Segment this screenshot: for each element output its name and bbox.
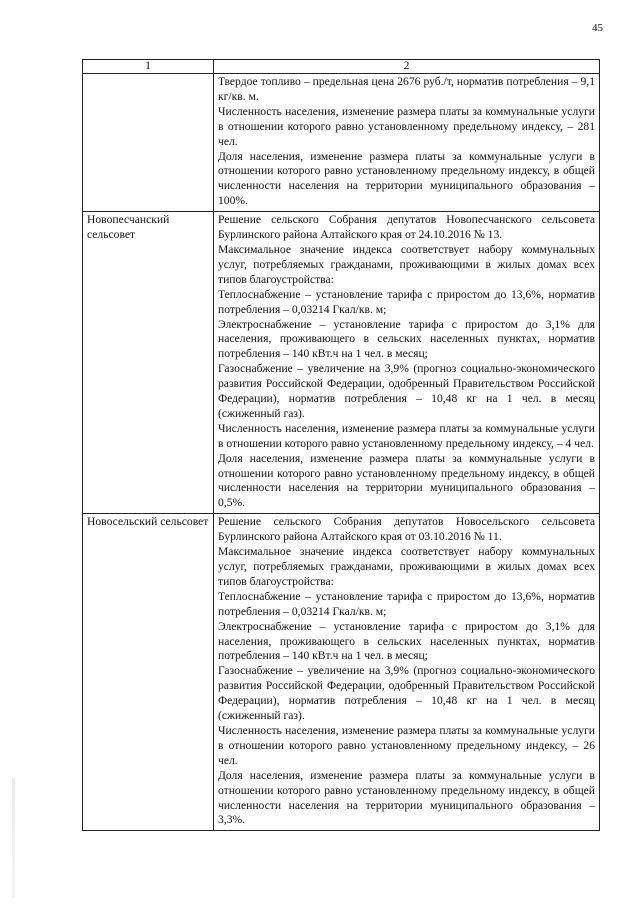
table-row: [83, 212, 600, 514]
paragraph: Максимальное значение индекса соответствует набору коммунальных услуг, потребляемых гражданами, проживающими в жилых домах всех типов благоустройства:: [218, 545, 595, 588]
row-content: [214, 74, 600, 212]
table-row: [83, 74, 600, 212]
municipality-name: Новопесчанский сельсовет: [83, 212, 214, 514]
municipality-name: Новосельский сельсовет: [83, 514, 214, 831]
paragraph: Решение сельского Собрания депутатов Новосельского сельсовета Бурлинского района Алтайского края от 03.10.2016 № 11.: [218, 515, 595, 544]
paragraph: Газоснабжение – увеличение на 3,9% (прогноз социально-экономического развития Российской Федерации, одобренный Правительством Российской Федерации), норматив потребления – 10,48 кг на 1 чел. в месяц (сжиженный газ).: [218, 664, 595, 723]
table-header-row: [83, 60, 600, 74]
paragraph: Численность населения, изменение размера платы за коммунальные услуги в отношении которого равно установленному предельному индексу, – 281 чел.: [218, 104, 595, 148]
row-content: [214, 514, 600, 831]
scan-artifact: [12, 778, 15, 898]
header-col-2: 2: [214, 60, 600, 74]
paragraph: Доля населения, изменение размера платы за коммунальные услуги в отношении которого равно установленному предельному индексу, в общей численности населения на территории муниципального образования – 0,5%.: [218, 451, 595, 510]
municipality-name: [83, 74, 214, 212]
row-content: [214, 212, 600, 514]
paragraph: Газоснабжение – увеличение на 3,9% (прогноз социально-экономического развития Российской Федерации, одобренный Правительством Российской Федерации), норматив потребления – 10,48 кг на 1 чел. в месяц (сжиженный газ).: [218, 362, 595, 420]
paragraph: Численность населения, изменение размера платы за коммунальные услуги в отношении которого равно установленному предельному индексу, – 4 чел.: [218, 421, 595, 450]
paragraph: Максимальное значение индекса соответствует набору коммунальных услуг, потребляемых гражданами, проживающими в жилых домах всех типов благоустройства:: [218, 242, 595, 286]
tariff-table: [82, 59, 600, 831]
paragraph: Численность населения, изменение размера платы за коммунальные услуги в отношении которого равно установленному предельному индексу, – 26 чел.: [218, 723, 595, 767]
paragraph: Теплоснабжение – установление тарифа с приростом до 13,6%, норматив потребления – 0,03214 Гкал/кв. м;: [218, 589, 595, 618]
paragraph: Твердое топливо – предельная цена 2676 руб./т, норматив потребления – 9,1 кг/кв. м.: [218, 75, 595, 103]
paragraph: Теплоснабжение – установление тарифа с приростом до 13,6%, норматив потребления – 0,03214 Гкал/кв. м;: [218, 287, 595, 316]
paragraph: Решение сельского Собрания депутатов Новопесчанского сельсовета Бурлинского района Алтайского края от 24.10.2016 № 13.: [218, 213, 595, 242]
paragraph: Доля населения, изменение размера платы за коммунальные услуги в отношении которого равно установленному предельному индексу, в общей численности населения на территории муниципального образования – 100%.: [218, 149, 595, 208]
page-number: 45: [592, 22, 603, 34]
paragraph: Электроснабжение – установление тарифа с приростом до 3,1% для населения, проживающего в сельских населенных пунктах, норматив потребления – 140 кВт.ч на 1 чел. в месяц;: [218, 619, 595, 663]
paragraph: Доля населения, изменение размера платы за коммунальные услуги в отношении которого равно установленному предельному индексу, в общей численности населения на территории муниципального образования – 3,3%.: [218, 768, 595, 827]
paragraph: Электроснабжение – установление тарифа с приростом до 3,1% для населения, проживающего в сельских населенных пунктах, норматив потребления – 140 кВт.ч на 1 чел. в месяц;: [218, 317, 595, 361]
table-row: [83, 514, 600, 831]
header-col-1: 1: [83, 60, 214, 74]
